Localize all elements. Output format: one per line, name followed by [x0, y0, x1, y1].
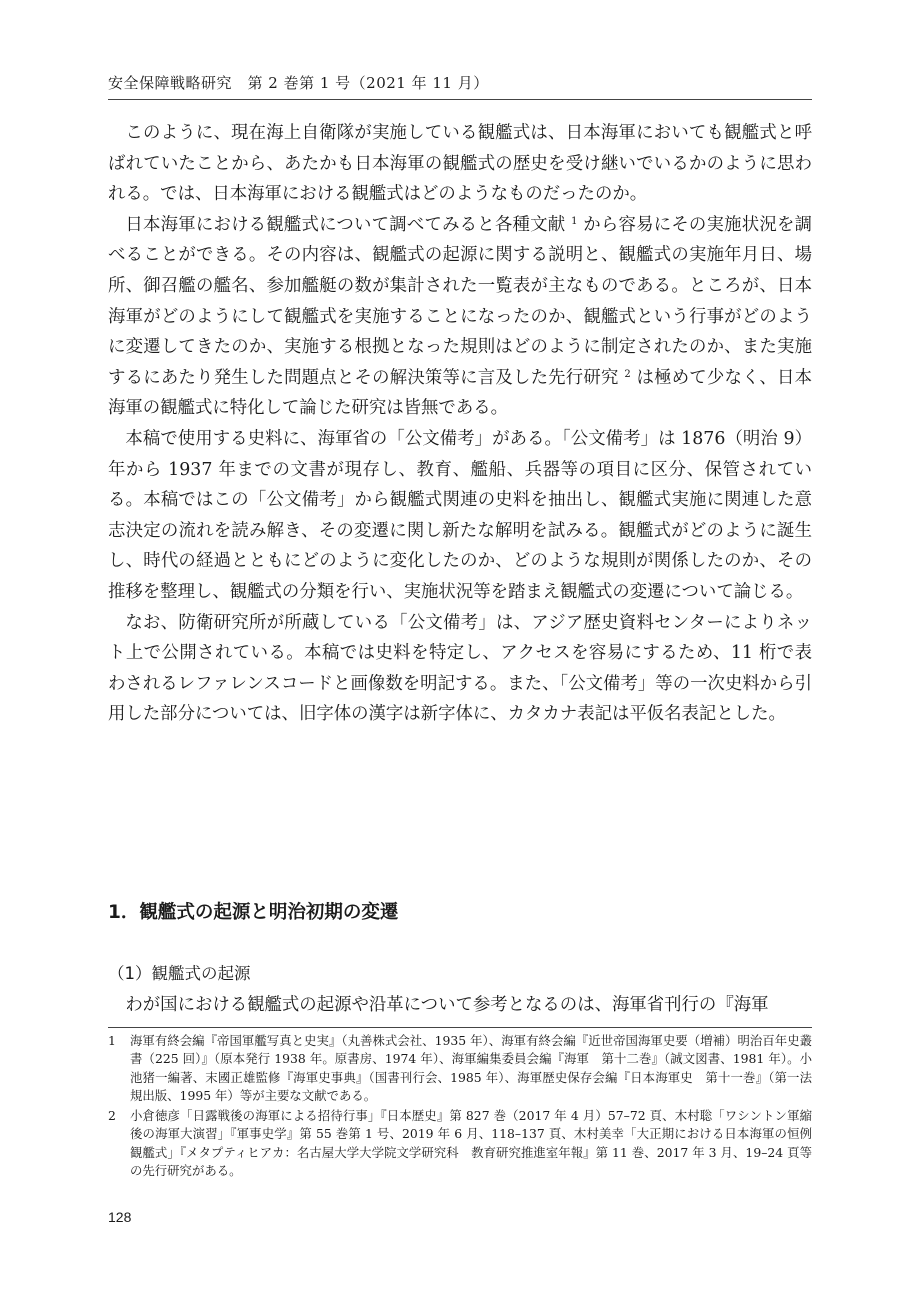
- footnote-divider: [108, 1027, 812, 1028]
- footnotes: [108, 1032, 812, 1182]
- paragraph-3: 本稿で使用する史料に、海軍省の「公文備考」がある。「公文備考」は 1876（明治 9）年から 1937 年までの文書が現存し、教育、艦船、兵器等の項目に区分、保管されている。本稿ではこの「公文備考」から観艦式関連の史料を抽出し、観艦式実施に関連した意志決定の流れを読み解き、その変遷に関し新たな解明を試みる。観艦式がどのように誕生し、時代の経過とともにどのように変化したのか、どのような規則が関係したのか、その推移を整理し、観艦式の分類を行い、実施状況等を踏まえ観艦式の変遷について論じる。: [108, 428, 812, 602]
- paragraph-1: このように、現在海上自衛隊が実施している観艦式は、日本海軍においても観艦式と呼ばれていたことから、あたかも日本海軍の観艦式の歴史を受け継いでいるかのように思われる。では、日本海軍における観艦式はどのようなものだったのか。: [108, 123, 812, 205]
- footnote-1: [108, 1032, 812, 1105]
- section-heading: 1．観艦式の起源と明治初期の変遷: [108, 902, 399, 923]
- subsection-heading: （1）観艦式の起源: [108, 964, 251, 983]
- paragraph-2-part-b: から容易にその実施状況を調べることができる。その内容は、観艦式の起源に関する説明と、観艦式の実施年月日、場所、御召艦の艦名、参加艦艇の数が集計された一覧表が主なものである。ところが、日本海軍がどのようにして観艦式を実施することになったのか、観艦式という行事がどのように変遷してきたのか、実施する根拠となった規則はどのように制定されたのか、また実施するにあたり発生した問題点とその解決策等に言及した先行研究: [108, 214, 812, 388]
- footnote-ref-1[interactable]: 1: [571, 215, 578, 227]
- header-divider: [108, 99, 812, 100]
- running-title: 安全保障戦略研究 第 2 巻第 1 号（2021 年 11 月）: [108, 74, 489, 92]
- paragraph-continuation: わが国における観艦式の起源や沿革について参考となるのは、海軍省刊行の『海軍: [125, 995, 769, 1015]
- paragraph-2-part-a: 日本海軍における観艦式について調べてみると各種文献: [125, 214, 566, 235]
- page-number: 128: [108, 1209, 132, 1225]
- footnote-2: [108, 1107, 812, 1180]
- footnote-number: 1: [108, 1033, 116, 1048]
- running-header: [108, 72, 812, 93]
- paragraph-4: なお、防衛研究所が所蔵している「公文備考」は、アジア歴史資料センターによりネット上で公開されている。本稿では史料を特定し、アクセスを容易にするため、11 桁で表わされるレファレンスコードと画像数を明記する。また、「公文備考」等の一次史料から引用した部分については、旧字体の漢字は新字体に、カタカナ表記は平仮名表記とした。: [108, 612, 812, 725]
- footnote-number: 2: [108, 1108, 116, 1124]
- footnote-text: 小倉徳彦「日露戦後の海軍による招待行事」『日本歴史』第 827 巻（2017 年 4 月）57–72 頁、木村聡「ワシントン軍縮後の海軍大演習」『軍事史学』第 55 巻第 1 号、2019 年 6 月、118–137 頁、木村美幸「大正期における日本海軍の恒例観艦式」『メタプティヒアカ：名古屋大学大学院文学研究科 教育研究推進室年報』第 11 巻、2017 年 3 月、19–24 頁等の先行研究がある。: [130, 1108, 812, 1179]
- body-text: [108, 118, 812, 730]
- paragraph-2: [108, 210, 812, 424]
- paragraph-2-part-c: は極めて少なく、日本海軍の観艦式に特化して論じた研究は皆無である。: [108, 367, 812, 419]
- footnote-text: 海軍有終会編『帝国軍艦写真と史実』（丸善株式会社、1935 年）、海軍有終会編『近世帝国海軍史要（増補）明治百年史叢書（225 回）』（原本発行 1938 年。原書房、1974 年）、海軍編集委員会編『海軍 第十二巻』（誠文図書、1981 年）。小池猪一編著、末國正雄監修『海軍史事典』（国書刊行会、1985 年）、海軍歴史保存会編『日本海軍史 第十一巻』（第一法規出版、1995 年）等が主要な文献である。: [130, 1033, 812, 1103]
- footnote-ref-2[interactable]: 2: [624, 368, 631, 380]
